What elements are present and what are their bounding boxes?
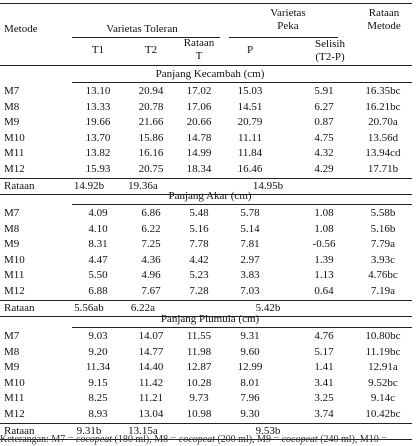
cell-p: 2.97 (240, 253, 260, 266)
cell-p: 5.14 (240, 222, 260, 235)
cell-t2: 14.77 (138, 345, 164, 358)
cell-selisih: 3.25 (314, 392, 334, 405)
cell-selisih: 5.17 (314, 345, 334, 358)
cell-rataan-metode: 4.76bc (368, 269, 398, 282)
cell-metode: M9 (4, 238, 20, 251)
cell-rataan-t: 17.02 (186, 85, 212, 97)
cell-t2: 11.21 (138, 392, 164, 405)
cell-metode: M9 (4, 116, 20, 129)
cell-t1: 13.70 (85, 131, 111, 144)
cell-rataan-metode: 7.79a (370, 238, 396, 251)
footnote-medium: cocopeat (178, 434, 215, 445)
cell-selisih: 1.08 (314, 222, 334, 235)
cell-t2: 14.07 (138, 330, 164, 342)
cell-metode: M10 (4, 376, 25, 389)
header-rataan-metode-line1: Rataan (368, 7, 400, 19)
cell-t1: 5.50 (88, 269, 108, 282)
cell-t2: 20.94 (138, 85, 164, 97)
footnote-text: (240 ml), M10 = (317, 434, 387, 445)
cell-metode: M9 (4, 361, 20, 374)
cell-rataan-metode: 5.16b (370, 222, 396, 235)
header-t1: T1 (91, 44, 105, 56)
cell-rataan-metode: 10.80bc (365, 330, 401, 342)
cell-metode: M11 (4, 269, 25, 282)
cell-rataan-metode: 3.93c (370, 253, 396, 266)
header-rataan-t-line1: Rataan (183, 37, 215, 49)
cell-t2: 15.86 (138, 131, 164, 144)
cell-p: 9.60 (240, 345, 260, 358)
cell-t1: 4.09 (88, 207, 108, 219)
footnote-text: (180 ml), M8 = (112, 434, 179, 445)
header-rataan-t-line2: T (195, 50, 203, 62)
footnote (0, 434, 387, 446)
cell-metode: M10 (4, 253, 25, 266)
cell-t1: 13.10 (85, 85, 111, 97)
header-rataan-metode-line2: Metode (367, 20, 401, 32)
cell-t1: 19.66 (85, 116, 111, 129)
cell-t2: 21.66 (138, 116, 164, 129)
cell-metode: M8 (4, 222, 20, 235)
cell-rataan-metode: 17.71b (367, 163, 399, 175)
cell-metode: M7 (4, 330, 20, 342)
cell-rataan-t: 20.66 (186, 116, 212, 129)
top-rule (0, 3, 412, 4)
cell-selisih: 4.29 (314, 163, 334, 175)
cell-selisih: 3.74 (314, 408, 334, 420)
cell-rataan-metode: 7.19a (370, 285, 396, 297)
header-varietas-peka-line1: Varietas (270, 7, 306, 19)
rataan-value: 19.36a (128, 179, 158, 192)
cell-p: 7.81 (240, 238, 260, 251)
cell-t2: 4.36 (141, 253, 161, 266)
cell-t1: 9.15 (88, 376, 108, 389)
cell-rataan-metode: 10.42bc (365, 408, 401, 420)
cell-selisih: 1.39 (314, 253, 334, 266)
cell-t2: 16.16 (138, 147, 164, 160)
cell-metode: M11 (4, 147, 25, 160)
cell-metode: M10 (4, 131, 25, 144)
cell-rataan-metode: 20.70a (368, 116, 398, 129)
cell-p: 15.03 (237, 85, 263, 97)
cell-selisih: 6.27 (314, 100, 334, 113)
cell-t1: 4.10 (88, 222, 108, 235)
cell-t2: 13.04 (138, 408, 164, 420)
cell-rataan-t: 11.98 (186, 345, 212, 358)
cell-p: 8.01 (240, 376, 260, 389)
cell-rataan-metode: 11.19bc (365, 345, 401, 358)
cell-rataan-t: 7.78 (189, 238, 209, 251)
cell-rataan-metode: 13.56d (367, 131, 399, 144)
header-varietas-toleran: Varietas Toleran (106, 23, 178, 35)
cell-selisih: 0.64 (314, 285, 334, 297)
cell-rataan-t: 9.73 (189, 392, 209, 405)
cell-t2: 6.22 (141, 222, 161, 235)
rataan-value: 6.22a (130, 301, 156, 314)
header-bottom-rule (0, 65, 412, 66)
cell-t1: 6.88 (88, 285, 108, 297)
cell-p: 7.96 (240, 392, 260, 405)
cell-t2: 20.78 (138, 100, 164, 113)
cell-selisih: 1.41 (314, 361, 334, 374)
cell-p: 12.99 (237, 361, 263, 374)
cell-t2: 20.75 (138, 163, 164, 175)
footnote-medium: cocopeat (75, 434, 112, 445)
cell-rataan-metode: 16.21bc (365, 100, 401, 113)
header-p: P (246, 44, 254, 56)
rataan-top-rule (0, 300, 412, 301)
header-t2: T2 (144, 44, 158, 56)
cell-rataan-metode: 16.35bc (365, 85, 401, 97)
cell-rataan-metode: 12.91a (368, 361, 398, 374)
cell-selisih: -0.56 (312, 238, 336, 251)
cell-metode: M8 (4, 345, 20, 358)
cell-t1: 4.47 (88, 253, 108, 266)
cell-rataan-t: 17.06 (186, 100, 212, 113)
cell-rataan-metode: 13.94cd (365, 147, 401, 160)
cell-metode: M12 (4, 163, 25, 175)
cell-selisih: 4.76 (314, 330, 334, 342)
header-selisih-line2: (T2-P) (315, 51, 345, 63)
cell-rataan-metode: 9.14c (370, 392, 396, 405)
cell-metode: M7 (4, 85, 20, 97)
footnote-prefix: Keterangan: M7 = (0, 434, 76, 445)
cell-p: 16.46 (237, 163, 263, 175)
cell-selisih: 4.32 (314, 147, 334, 160)
footnote-text: (200 ml), M9 = (214, 434, 282, 445)
cell-rataan-t: 18.34 (186, 163, 212, 175)
cell-metode: M12 (4, 285, 25, 297)
cell-metode: M7 (4, 207, 20, 219)
cell-metode: M11 (4, 392, 25, 405)
cell-t1: 13.82 (85, 147, 111, 160)
header-selisih-line1: Selisih (315, 38, 345, 50)
rataan-label: Rataan (4, 301, 35, 314)
cell-rataan-metode: 5.58b (370, 207, 396, 219)
cell-t2: 6.86 (141, 207, 161, 219)
cell-t1: 11.34 (85, 361, 111, 374)
rataan-value: 9.53b (255, 424, 281, 437)
cell-t2: 7.67 (141, 285, 161, 297)
cell-p: 9.30 (240, 408, 260, 420)
cell-rataan-t: 14.78 (186, 131, 212, 144)
cell-selisih: 3.41 (314, 376, 334, 389)
cell-t2: 4.96 (141, 269, 161, 282)
rataan-value: 14.95b (252, 179, 284, 192)
cell-selisih: 1.13 (314, 269, 334, 282)
cell-t1: 13.33 (85, 100, 111, 113)
rataan-top-rule (0, 178, 412, 179)
cell-rataan-metode: 9.52bc (368, 376, 398, 389)
cell-p: 5.78 (240, 207, 260, 219)
rataan-value: 5.42b (255, 301, 281, 314)
cell-rataan-t: 5.23 (189, 269, 209, 282)
cell-p: 3.83 (240, 269, 260, 282)
cell-selisih: 1.08 (314, 207, 334, 219)
rataan-value: 13.15a (128, 424, 158, 437)
section-title-rule (72, 204, 412, 205)
cell-p: 20.79 (237, 116, 263, 129)
rataan-value: 14.92b (73, 179, 105, 192)
cell-t2: 14.40 (138, 361, 164, 374)
cell-selisih: 0.87 (314, 116, 334, 129)
cell-t1: 8.31 (88, 238, 108, 251)
cell-t2: 11.42 (138, 376, 164, 389)
footnote-medium: cocopeat (281, 434, 318, 445)
cell-t2: 7.25 (141, 238, 161, 251)
section-title: Panjang Plumula (cm) (160, 313, 260, 325)
cell-selisih: 5.91 (314, 85, 334, 97)
cell-p: 14.51 (237, 100, 263, 113)
cell-rataan-t: 4.42 (189, 253, 209, 266)
cell-p: 11.84 (237, 147, 263, 160)
cell-metode: M12 (4, 408, 25, 420)
cell-t1: 8.93 (88, 408, 108, 420)
rataan-top-rule (0, 423, 412, 424)
cell-rataan-t: 5.16 (189, 222, 209, 235)
cell-t1: 8.25 (88, 392, 108, 405)
section-title-rule (72, 82, 412, 83)
cell-rataan-t: 14.99 (186, 147, 212, 160)
section-title: Panjang Kecambah (cm) (155, 68, 265, 80)
rataan-label: Rataan (4, 424, 35, 437)
section-title: Panjang Akar (cm) (168, 190, 252, 202)
cell-rataan-t: 7.28 (189, 285, 209, 297)
cell-t1: 9.03 (88, 330, 108, 342)
cell-p: 7.03 (240, 285, 260, 297)
cell-metode: M8 (4, 100, 20, 113)
cell-p: 11.11 (238, 131, 262, 144)
rataan-value: 5.56ab (74, 301, 104, 314)
cell-t1: 15.93 (85, 163, 111, 175)
rataan-label: Rataan (4, 179, 35, 192)
cell-rataan-t: 12.87 (186, 361, 212, 374)
cell-rataan-t: 10.28 (186, 376, 212, 389)
cell-selisih: 4.75 (314, 131, 334, 144)
header-varietas-peka-line2: Peka (277, 20, 299, 32)
section-title-rule (72, 327, 412, 328)
cell-t1: 9.20 (88, 345, 108, 358)
cell-rataan-t: 11.55 (186, 330, 212, 342)
rataan-value: 9.31b (76, 424, 102, 437)
cell-rataan-t: 5.48 (189, 207, 209, 219)
cell-rataan-t: 10.98 (186, 408, 212, 420)
header-metode: Metode (4, 23, 38, 35)
cell-p: 9.31 (240, 330, 260, 342)
